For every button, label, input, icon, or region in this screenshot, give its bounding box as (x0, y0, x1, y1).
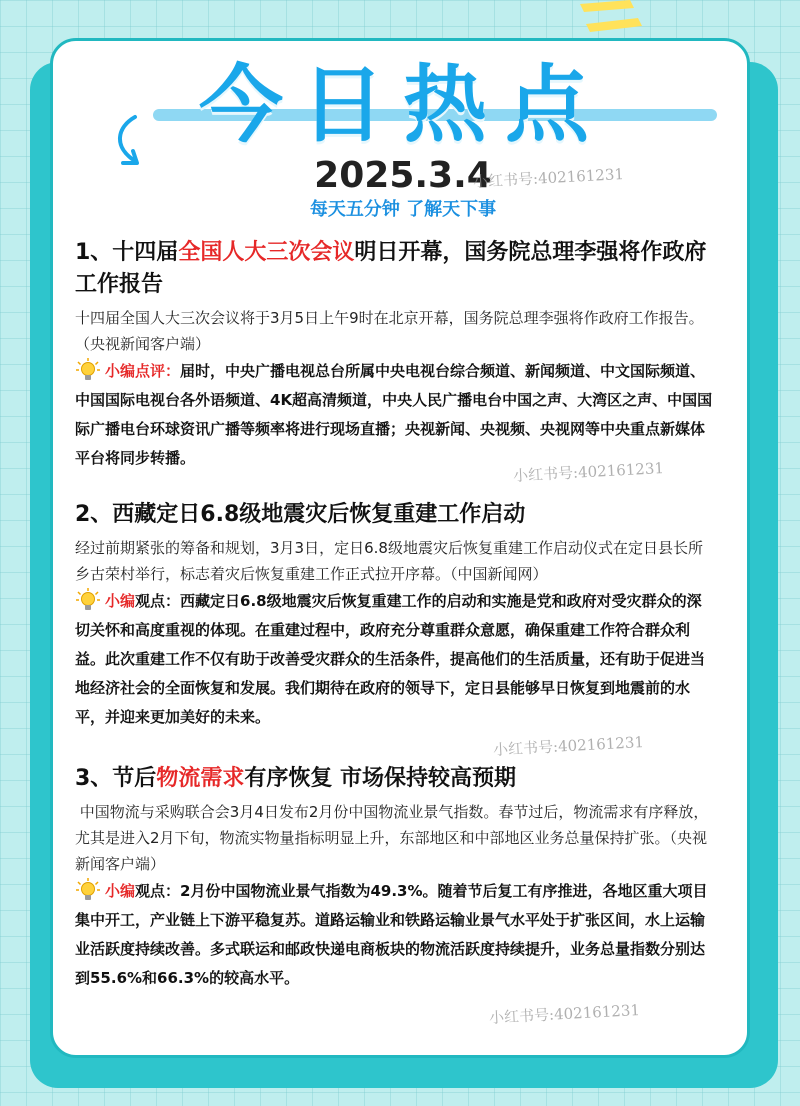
editor-comment (75, 877, 715, 993)
heading-text: 2、西藏定日6.8级地震灾后恢复重建工作启动 (75, 502, 526, 527)
content-card (50, 38, 750, 1058)
heading-text: 有序恢复 市场保持较高预期 (244, 766, 516, 791)
comment-label: 小编 (105, 882, 136, 900)
lightbulb-icon (75, 587, 101, 613)
watermark: 小红书号:402161231 (492, 733, 645, 759)
page-title: 今日热点 (198, 56, 607, 154)
section-body: 经过前期紧张的筹备和规划，3月3日，定日6.8级地震灾后恢复重建工作启动仪式在定日县长所乡古荣村举行，标志着灾后恢复重建工作正式拉开序幕。（中国新闻网） (75, 539, 703, 583)
editor-comment (75, 357, 715, 473)
news-section-1 (75, 237, 715, 473)
watermark: 小红书号:402161231 (488, 1001, 641, 1027)
section-heading (75, 237, 715, 301)
comment-text: 西藏定日6.8级地震灾后恢复重建工作的启动和实施是党和政府对受灾群众的深切关怀和高度重视的体现。在重建过程中，政府充分尊重群众意愿，确保重建工作符合群众利益。此次重建工作不仅有助于改善受灾群众的生活条件，提高他们的生活质量，还有助于促进当地经济社会的全面恢复和发展。我们期待在政府的领导下，定日县能够早日恢复到地震前的水平，并迎来更加美好的未来。 (75, 592, 706, 726)
date: 2025.3.4 (314, 155, 492, 196)
heading-highlight: 全国人大三次会议 (178, 240, 355, 265)
heading-text: 3、节后 (75, 766, 157, 791)
comment-label-suffix: 观点： (135, 882, 181, 900)
watermark: 小红书号:402161231 (472, 165, 625, 191)
section-heading (75, 499, 715, 531)
comment-label: 小编 (105, 592, 136, 610)
comment-text: 2月份中国物流业景气指数为49.3%。随着节后复工有序推进，各地区重大项目集中开工，产业链上下游平稳复苏。道路运输业和铁路运输业景气水平处于扩张区间，水上运输业活跃度持续改善。多式联运和邮政快递电商板块的物流活跃度持续提升，业务总量指数分别达到55.6%和66.3%的较高水平。 (75, 882, 708, 987)
news-section-2 (75, 499, 715, 732)
section-body: 十四届全国人大三次会议将于3月5日上午9时在北京开幕，国务院总理李强将作政府工作报告。（央视新闻客户端） (75, 309, 704, 353)
editor-comment (75, 587, 715, 732)
news-section-3 (75, 763, 715, 993)
heading-text: 明日开幕，国务院总理李强将作政府工作报告 (75, 240, 707, 297)
subtitle: 每天五分钟 了解天下事 (309, 199, 497, 220)
section-heading (75, 763, 715, 795)
comment-label: 小编点评： (105, 362, 181, 380)
comment-label-suffix: 观点： (135, 592, 181, 610)
watermark: 小红书号:402161231 (512, 459, 665, 485)
lightbulb-icon (75, 877, 101, 903)
lightbulb-icon (75, 357, 101, 383)
heading-highlight: 物流需求 (156, 766, 245, 791)
section-body: 中国物流与采购联合会3月4日发布2月份中国物流业景气指数。春节过后，物流需求有序释放，尤其是进入2月下旬，物流实物量指标明显上升，东部地区和中部地区业务总量保持扩张。（央视新闻客户端） (75, 803, 709, 873)
heading-text: 1、十四届 (75, 240, 179, 265)
comment-text: 届时，中央广播电视总台所属中央电视台综合频道、新闻频道、中文国际频道、中国国际电视台各外语频道、4K超高清频道，中央人民广播电台中国之声、大湾区之声、中国国际广播电台环球资讯广播等频率将进行现场直播；央视新闻、央视频、央视网等中央重点新媒体平台将同步转播。 (75, 362, 713, 467)
